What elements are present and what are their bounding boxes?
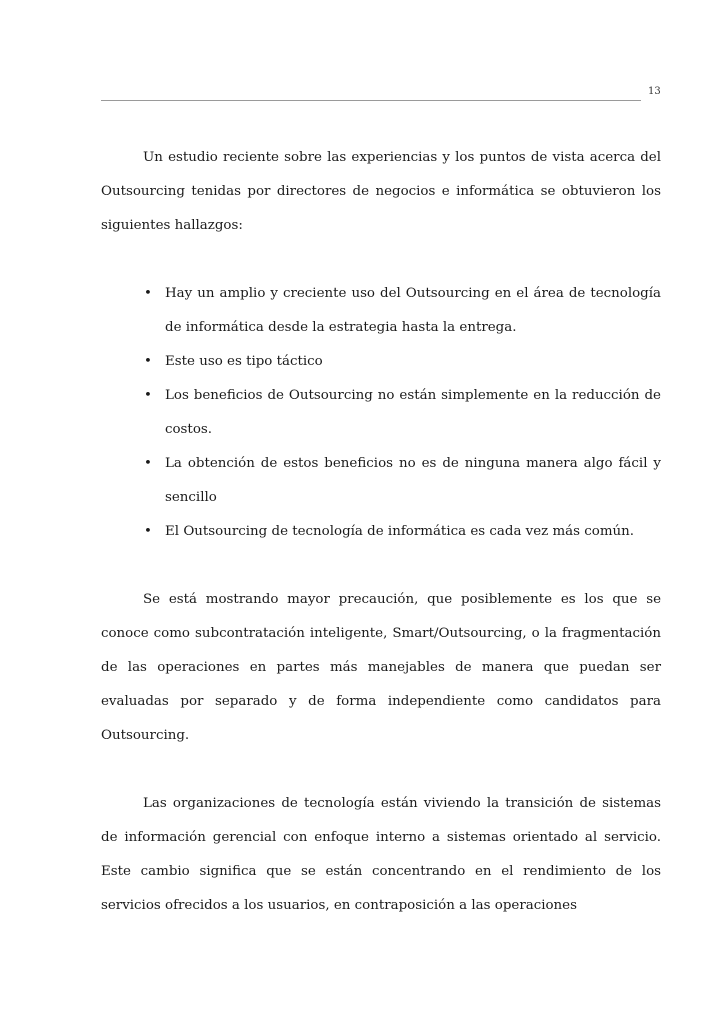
list-item: • Hay un amplio y creciente uso del Outsourcing en el área de tecnología de informática desde la estrategia hasta la entrega. (165, 277, 661, 345)
findings-list (101, 277, 661, 549)
paragraph-intro: Un estudio reciente sobre las experiencias y los puntos de vista acerca del Outsourcing tenidas por directores de negocios e informática se obtuvieron los siguientes hallazgos: (101, 150, 661, 233)
list-item: • El Outsourcing de tecnología de informática es cada vez más común. (165, 515, 661, 549)
list-item: • La obtención de estos beneficios no es de ninguna manera algo fácil y sencillo (165, 447, 661, 515)
list-item: • Este uso es tipo táctico (165, 345, 661, 379)
paragraph-smart-outsourcing: Se está mostrando mayor precaución, que posiblemente es los que se conoce como subcontratación inteligente, Smart/Outsourcing, o la fragmentación de las operaciones en partes más manejables de manera que puedan ser evaluadas por separado y de forma independiente como candidatos para Outsourcing. (101, 592, 661, 743)
list-item: • Los beneficios de Outsourcing no están simplemente en la reducción de costos. (165, 379, 661, 447)
header-rule (101, 100, 641, 101)
paragraph-organizations: Las organizaciones de tecnología están viviendo la transición de sistemas de información gerencial con enfoque interno a sistemas orientado al servicio. Este cambio significa que se están concentrando en el rendimiento de los servicios ofrecidos a los usuarios, en contraposición a las operaciones (101, 796, 661, 913)
page-number: 13 (648, 86, 661, 97)
document-body (101, 141, 661, 923)
